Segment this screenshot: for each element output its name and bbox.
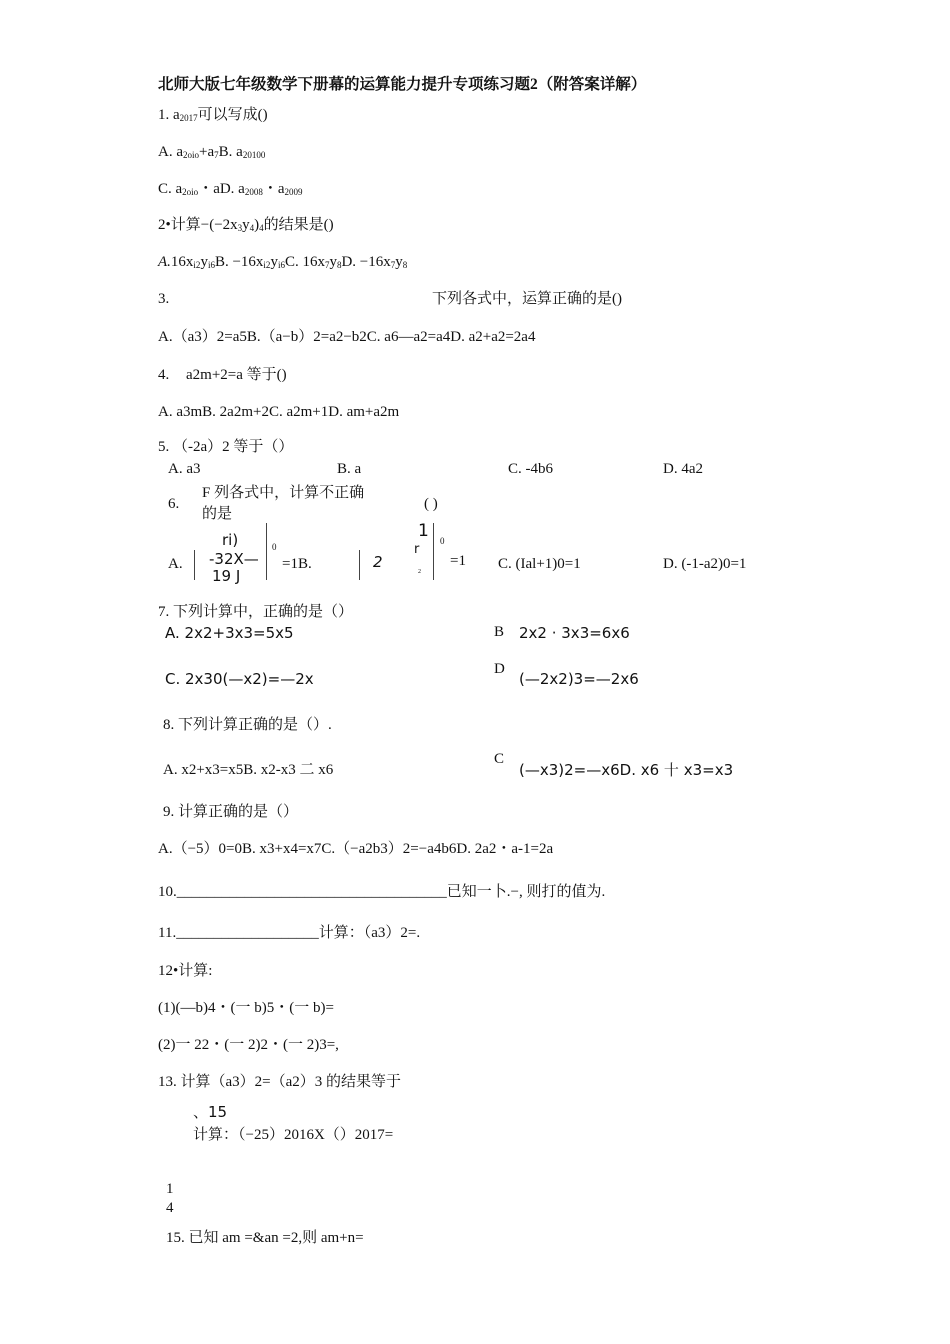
question-8-options-ab: A. x2+x3=x5B. x2-x3 二 x6 xyxy=(163,762,334,778)
option-a-label: A. xyxy=(168,556,183,572)
exponent: i6 xyxy=(277,260,285,270)
exponent: 4 xyxy=(249,223,255,233)
option-b: B. −16x xyxy=(214,254,264,270)
question-number: 10. xyxy=(158,884,177,900)
exponent: 2017 xyxy=(179,113,198,123)
question-7: 7. 下列计算中，正确的是（） xyxy=(158,604,354,620)
option-d: (—2x2)3=—2x6 xyxy=(519,670,639,688)
question-3-options: A.（a3）2=a5B.（a−b）2=a2−b2C. a6—a2=a4D. a2+a2=2a4 xyxy=(158,329,536,345)
question-4-text: a2m+2=a 等于() xyxy=(186,367,287,383)
answer-blank: ___________________ xyxy=(176,925,319,941)
question-1-options-ab xyxy=(158,143,265,164)
exponent: 8 xyxy=(402,260,408,270)
answer-blank: ____________________________________ xyxy=(176,884,447,900)
option-b: 2x2 · 3x3=6x6 xyxy=(519,624,630,642)
question-14: 计算：（−25）2016X（）2017= xyxy=(193,1127,394,1143)
answer-paren: ( ) xyxy=(424,496,438,512)
option-d-label: D xyxy=(494,661,505,677)
question-8: 8. 下列计算正确的是（）. xyxy=(163,717,332,733)
divider xyxy=(194,550,195,580)
option-a-label: A. xyxy=(158,254,171,270)
option-b-label: B xyxy=(494,624,505,640)
variable: y xyxy=(395,254,403,270)
variable: y xyxy=(242,217,250,233)
option-c: C. 2x30(—x2)=—2x xyxy=(165,670,314,688)
exponent: 7 xyxy=(214,150,219,160)
question-2-options xyxy=(158,253,407,274)
question-4-number: 4. xyxy=(158,367,170,383)
option-d: ・aD. a xyxy=(198,181,245,197)
option-b-two: 2 xyxy=(373,553,383,571)
option-a: 16x xyxy=(170,254,194,270)
option-b: B. a xyxy=(337,461,362,477)
question-12-part-2: (2)一 22・(一 2)2・(一 2)3=, xyxy=(158,1037,339,1053)
exponent: 7 xyxy=(324,260,330,270)
option-c: C. (Ial+1)0=1 xyxy=(498,556,581,572)
option-c: C. -4b6 xyxy=(508,461,553,477)
option-d-part: ・a xyxy=(262,181,285,197)
question-6-text-line2: 的是 xyxy=(202,506,233,522)
option-b-r: r xyxy=(414,542,420,557)
exponent: 2oio xyxy=(183,150,200,160)
question-14-number-1: 1 xyxy=(166,1181,174,1197)
question-12: 12•计算: xyxy=(158,963,213,979)
variable: y xyxy=(200,254,208,270)
option-b: B. a xyxy=(218,144,243,160)
option-a-part: +a xyxy=(199,144,215,160)
question-text: （-2a）2 等于（） xyxy=(173,439,294,455)
divider xyxy=(433,523,434,580)
divider xyxy=(266,523,267,580)
option-a: A. 2x2+3x3=5x5 xyxy=(165,624,294,642)
question-text: 2•计算−(−2x xyxy=(158,217,238,233)
exponent: 4 xyxy=(259,223,264,233)
question-number: 5. xyxy=(158,439,170,455)
question-11 xyxy=(158,924,420,942)
option-b-equals: =1 xyxy=(450,553,466,569)
question-3-number: 3. xyxy=(158,291,170,307)
variable: y xyxy=(270,254,278,270)
page-title: 北师大版七年级数学下册幕的运算能力提升专项练习题2（附答案详解） xyxy=(158,76,647,93)
option-d: D. −16x xyxy=(341,254,391,270)
exponent: i6 xyxy=(207,260,215,270)
question-15: 15. 已知 am =&an =2,则 am+n= xyxy=(166,1230,364,1246)
question-9: 9. 计算正确的是（） xyxy=(163,804,299,820)
fraction-bottom: 19 J xyxy=(212,567,241,585)
exponent: 0 xyxy=(272,542,277,552)
variable: y xyxy=(329,254,337,270)
question-10 xyxy=(158,883,605,901)
option-a-equals: =1B. xyxy=(282,556,312,572)
question-3-text: 下列各式中，运算正确的是() xyxy=(432,291,622,307)
question-number: 1. xyxy=(158,107,170,123)
exponent: 20100 xyxy=(242,150,266,160)
question-text: 已知一卜.−, 则打的值为. xyxy=(446,884,606,900)
exponent: 2009 xyxy=(284,187,303,197)
fraction-mid: -32X— xyxy=(209,550,259,568)
exponent: i2 xyxy=(263,260,271,270)
base: a xyxy=(173,107,180,123)
question-14-mark: 、15 xyxy=(193,1103,228,1121)
question-2 xyxy=(158,216,334,237)
option-c-label: C xyxy=(494,751,505,767)
exponent: 2oio xyxy=(182,187,199,197)
option-a: A. a xyxy=(158,144,183,160)
question-9-options: A.（−5）0=0B. x3+x4=x7C.（−a2b3）2=−a4b6D. 2a2・a-1=2a xyxy=(158,841,554,857)
question-tail: 的结果是() xyxy=(263,217,334,233)
question-8-options-cd: (—x3)2=—x6D. x6 十 x3=x3 xyxy=(519,761,734,779)
exponent: 3 xyxy=(237,223,243,233)
paren: ) xyxy=(254,217,260,233)
exponent: 2008 xyxy=(244,187,263,197)
question-13: 13. 计算（a3）2=（a2）3 的结果等于 xyxy=(158,1074,402,1090)
question-5 xyxy=(158,438,293,456)
question-text: 计算：（a3）2=. xyxy=(318,925,421,941)
option-a: A. a3 xyxy=(168,461,201,477)
question-text: 可以写成() xyxy=(197,107,268,123)
exponent: i2 xyxy=(193,260,201,270)
divider xyxy=(359,550,360,580)
exponent: 8 xyxy=(336,260,342,270)
question-6-text-line1: F 列各式中，计算不正确 xyxy=(202,485,365,501)
option-b-small: 2 xyxy=(418,569,421,575)
exponent: 0 xyxy=(440,536,445,546)
option-d: D. (-1-a2)0=1 xyxy=(663,556,747,572)
option-b-one: 1 xyxy=(418,521,429,541)
option-c: C. a xyxy=(158,181,183,197)
question-4-options: A. a3mB. 2a2m+2C. a2m+1D. am+a2m xyxy=(158,404,400,420)
question-1 xyxy=(158,106,268,127)
option-c: C. 16x xyxy=(284,254,325,270)
exponent: 7 xyxy=(390,260,396,270)
option-d: D. 4a2 xyxy=(663,461,703,477)
question-1-options-cd xyxy=(158,180,303,201)
question-14-number-2: 4 xyxy=(166,1200,174,1216)
question-12-part-1: (1)(—b)4・(一 b)5・(一 b)= xyxy=(158,1000,334,1016)
fraction-top: ri) xyxy=(222,531,239,549)
question-6-number: 6. xyxy=(168,496,180,512)
question-number: 11. xyxy=(158,925,177,941)
